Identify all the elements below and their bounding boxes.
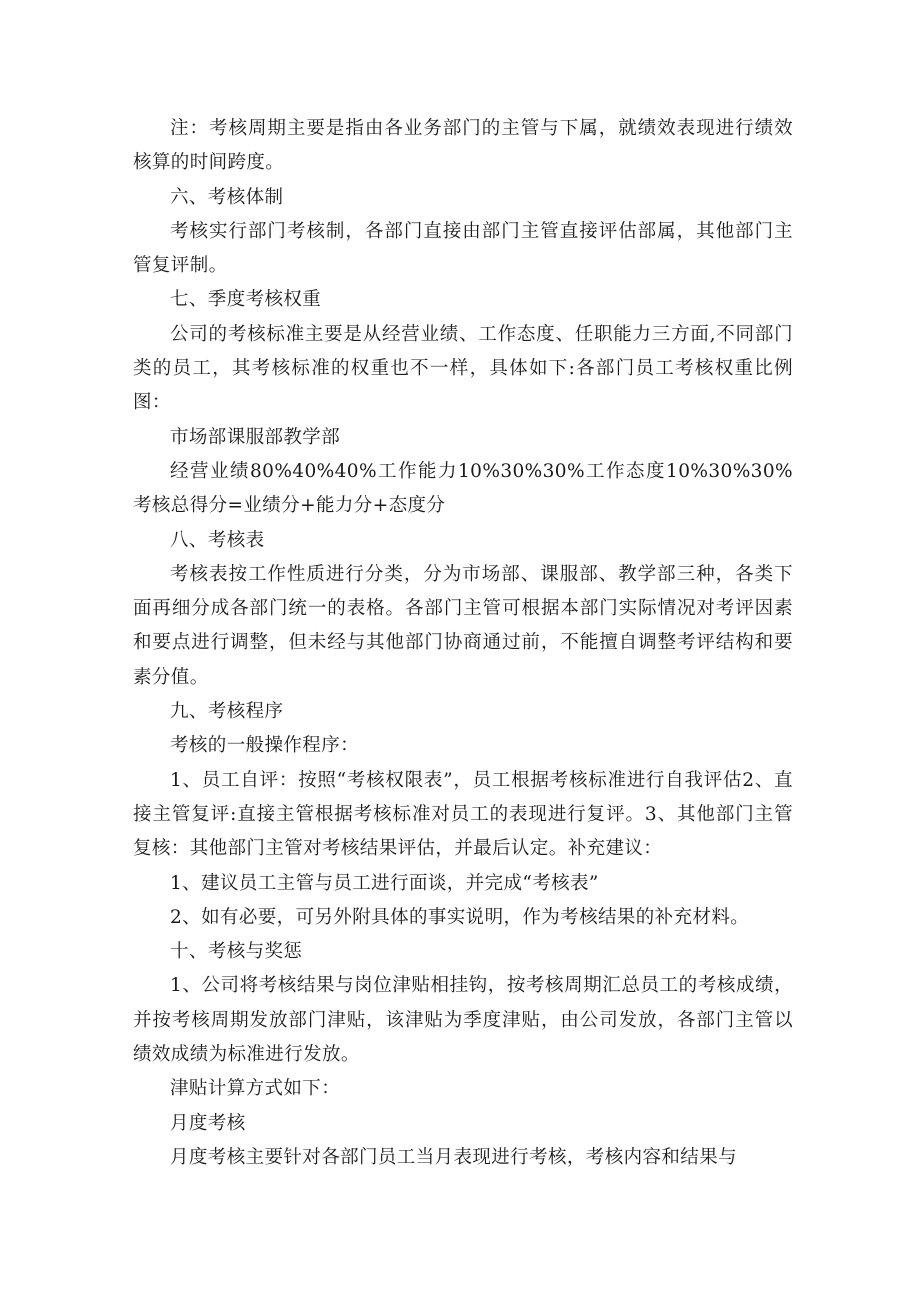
heading-section-6: 六、考核体制 (170, 186, 284, 208)
heading-monthly-assessment: 月度考核 (170, 1112, 246, 1134)
paragraph-departments: 市场部课服部教学部 (170, 426, 341, 448)
document-body (133, 112, 793, 1175)
heading-section-10: 十、考核与奖惩 (170, 941, 303, 963)
paragraph-suggestion-2: 2、如有必要，可另外附具体的事实说明，作为考核结果的补充材料。 (170, 906, 750, 928)
paragraph-weight-intro: 公司的考核标准主要是从经营业绩、工作态度、任职能力三方面,不同部门类的员工，其考核标准的权重也不一样，具体如下:各部门员工考核权重比例图： (133, 323, 793, 414)
paragraph-note-assessment-period: 注：考核周期主要是指由各业务部门的主管与下属，就绩效表现进行绩效核算的时间跨度。 (133, 118, 793, 174)
paragraph-suggestion-1: 1、建议员工主管与员工进行面谈，并完成“考核表” (170, 872, 599, 894)
paragraph-assessment-table: 考核表按工作性质进行分类，分为市场部、课服部、教学部三种，各类下面再细分成各部门统一的表格。各部门主管可根据本部门实际情况对考评因素和要点进行调整，但未经与其他部门协商通过前，不能擅自调整考评结构和要素分值。 (133, 563, 793, 688)
paragraph-allowance-link: 1、公司将考核结果与岗位津贴相挂钩，按考核周期汇总员工的考核成绩，并按考核周期发放部门津贴，该津贴为季度津贴，由公司发放，各部门主管以绩效成绩为标准进行发放。 (133, 975, 793, 1066)
heading-section-9: 九、考核程序 (170, 701, 284, 723)
paragraph-procedure-steps: 1、员工自评：按照“考核权限表”，员工根据考核标准进行自我评估2、直接主管复评:直接主管根据考核标准对员工的表现进行复评。3、其他部门主管复核：其他部门主管对考核结果评估，并最后认定。补充建议： (133, 769, 793, 860)
paragraph-monthly-assessment: 月度考核主要针对各部门员工当月表现进行考核，考核内容和结果与 (170, 1146, 738, 1168)
paragraph-procedure-intro: 考核的一般操作程序： (170, 735, 360, 757)
paragraph-weight-values: 经营业绩80%40%40%工作能力10%30%30%工作态度10%30%30%考核总得分=业绩分+能力分+态度分 (133, 460, 793, 517)
heading-section-7: 七、季度考核权重 (170, 289, 322, 311)
heading-section-8: 八、考核表 (170, 529, 265, 551)
paragraph-assessment-system: 考核实行部门考核制，各部门直接由部门主管直接评估部属，其他部门主管复评制。 (133, 220, 793, 277)
paragraph-allowance-calc: 津贴计算方式如下： (170, 1078, 341, 1100)
